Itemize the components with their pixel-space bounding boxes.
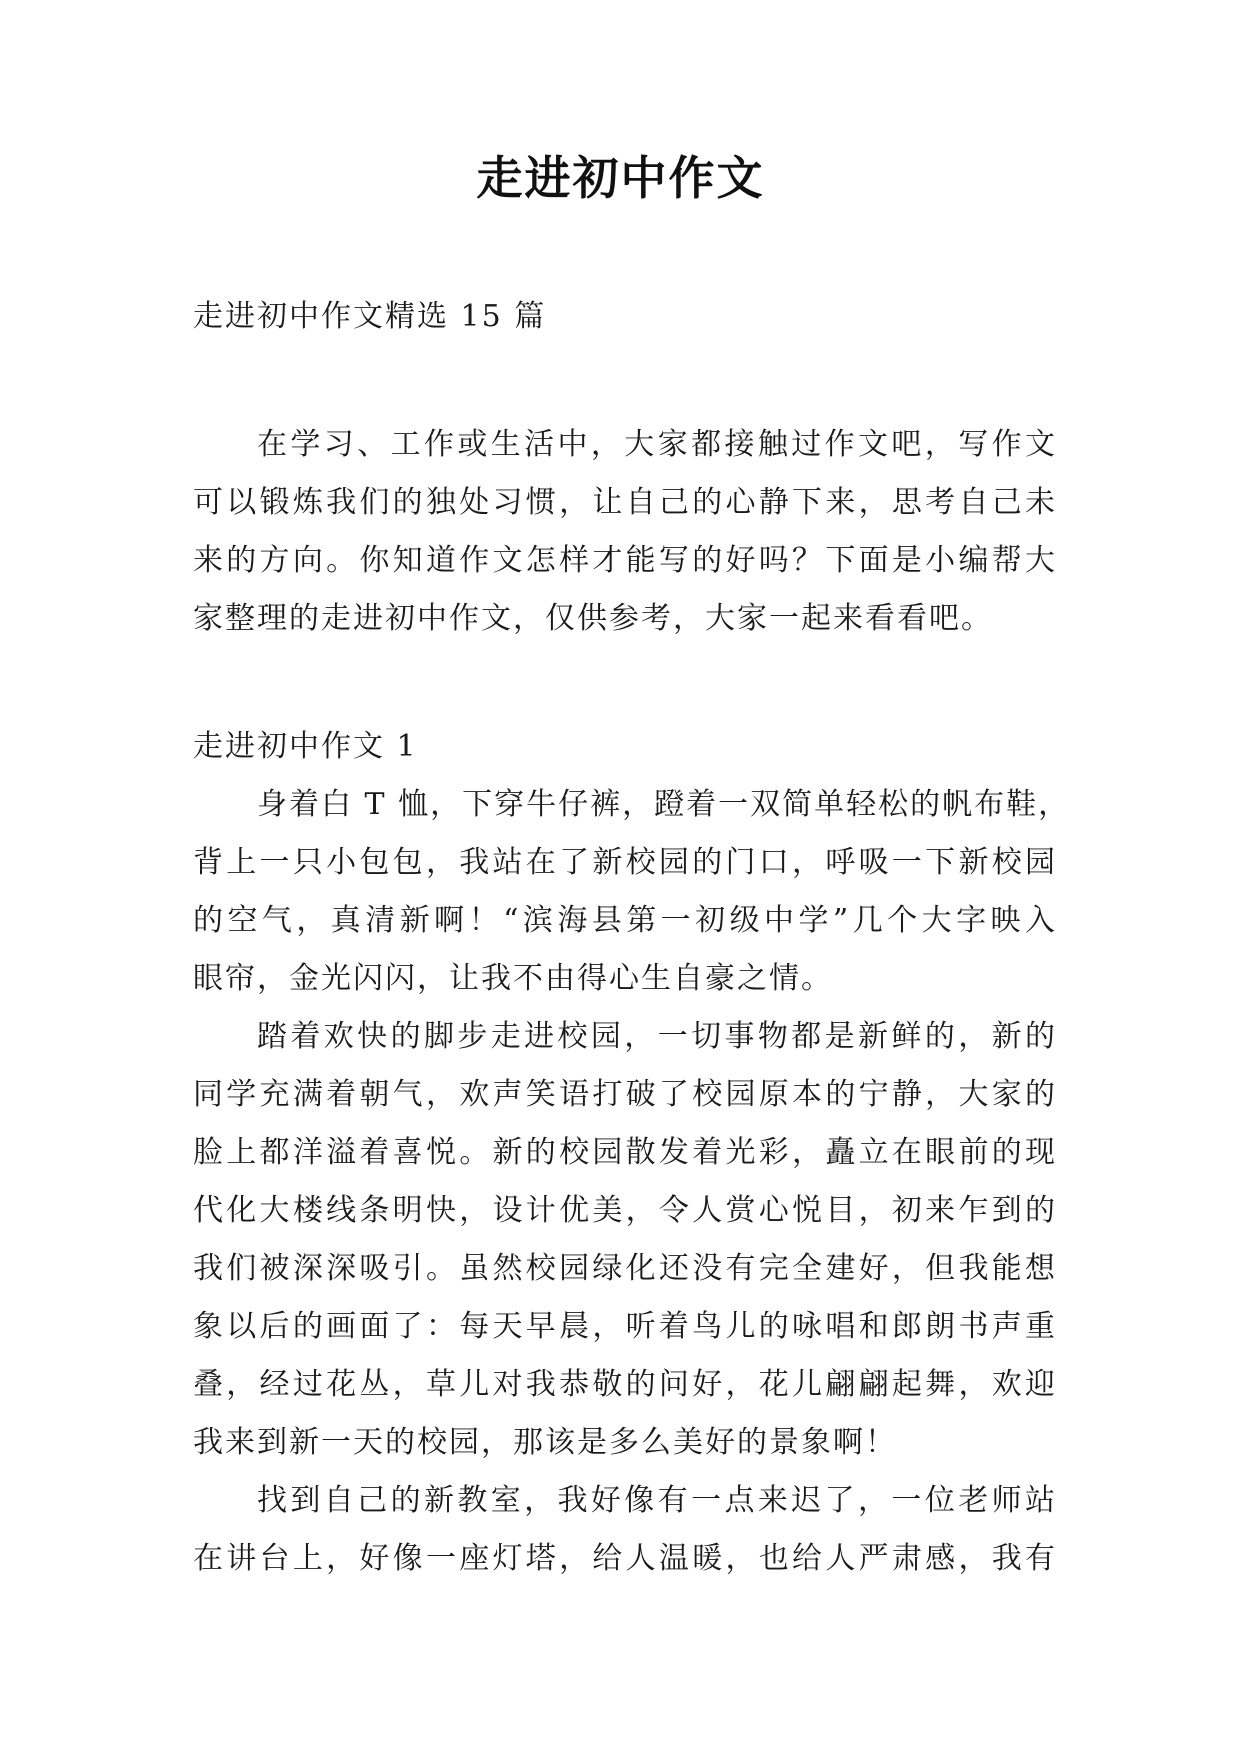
intro-line: 来的方向。你知道作文怎样才能写的好吗？下面是小编帮大 [193, 543, 1057, 578]
spacer [193, 648, 1057, 718]
essay-heading: 走进初中作文 1 [193, 729, 418, 764]
paragraph-line: 我们被深深吸引。虽然校园绿化还没有完全建好，但我能想 [193, 1251, 1057, 1286]
essay-paragraph-1 [193, 776, 1071, 1008]
paragraph-line: 同学充满着朝气，欢声笑语打破了校园原本的宁静，大家的 [193, 1077, 1057, 1112]
intro-line: 在学习、工作或生活中，大家都接触过作文吧，写作文 [257, 427, 1057, 462]
paragraph-line: 叠，经过花丛，草儿对我恭敬的问好，花儿翩翩起舞，欢迎 [193, 1367, 1057, 1402]
paragraph-line: 在讲台上，好像一座灯塔，给人温暖，也给人严肃感，我有 [193, 1541, 1057, 1576]
paragraph-line: 身着白 T 恤，下穿牛仔裤，蹬着一双简单轻松的帆布鞋， [257, 787, 1071, 822]
paragraph-line: 我来到新一天的校园，那该是多么美好的景象啊！ [193, 1425, 897, 1460]
spacer [193, 346, 1057, 416]
document-subtitle: 走进初中作文精选 15 篇 [193, 299, 547, 334]
intro-line: 家整理的走进初中作文，仅供参考，大家一起来看看吧。 [193, 601, 993, 636]
paragraph-line: 找到自己的新教室，我好像有一点来迟了，一位老师站 [257, 1483, 1057, 1518]
essay-paragraph-3 [193, 1472, 1057, 1588]
paragraph-line: 背上一只小包包，我站在了新校园的门口，呼吸一下新校园 [193, 845, 1057, 880]
paragraph-line: 代化大楼线条明快，设计优美，令人赏心悦目，初来乍到的 [193, 1193, 1057, 1228]
paragraph-line: 的空气，真清新啊！“滨海县第一初级中学”几个大字映入 [193, 903, 1057, 938]
document-body [193, 288, 1071, 1588]
intro-paragraph [193, 416, 1057, 648]
paragraph-line: 脸上都洋溢着喜悦。新的校园散发着光彩，矗立在眼前的现 [193, 1135, 1057, 1170]
paragraph-line: 眼帘，金光闪闪，让我不由得心生自豪之情。 [193, 961, 833, 996]
paragraph-line: 踏着欢快的脚步走进校园，一切事物都是新鲜的，新的 [257, 1019, 1057, 1054]
document-title: 走进初中作文 [476, 151, 765, 205]
essay-paragraph-2 [193, 1008, 1057, 1472]
intro-line: 可以锻炼我们的独处习惯，让自己的心静下来，思考自己未 [193, 485, 1057, 520]
paragraph-line: 象以后的画面了：每天早晨，听着鸟儿的咏唱和郎朗书声重 [193, 1309, 1057, 1344]
